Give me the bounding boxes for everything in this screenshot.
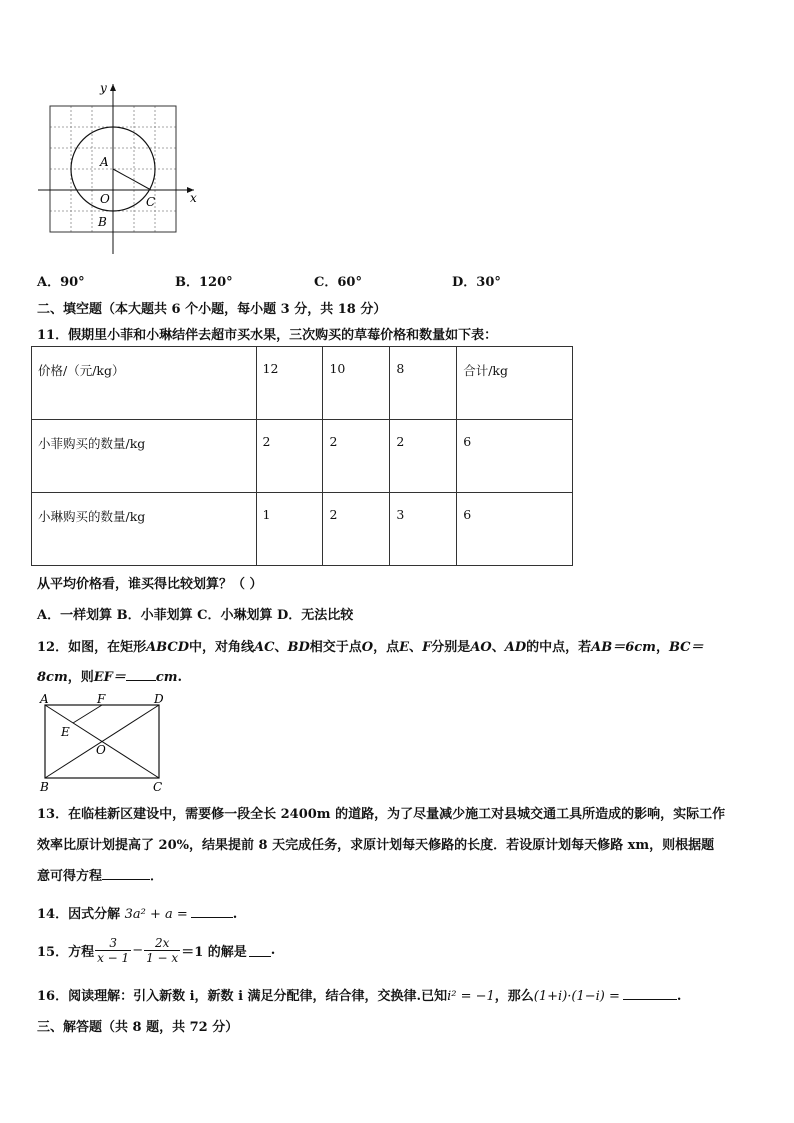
q11-text: 11．假期里小菲和小琳结伴去超市买水果，三次购买的草莓价格和数量如下表： bbox=[37, 328, 498, 343]
q12-abcd: ABCD bbox=[146, 640, 190, 655]
q12-ao: AO bbox=[470, 640, 492, 655]
q12-mid5: 的中点，若 bbox=[526, 640, 592, 655]
table-cell: 8 bbox=[390, 347, 457, 420]
q15-minus: − bbox=[132, 942, 144, 958]
table-row bbox=[32, 420, 573, 493]
label-a: A bbox=[40, 692, 49, 706]
q13-line3 bbox=[37, 865, 163, 884]
label-x: x bbox=[190, 191, 197, 205]
q14-expression: 3a² + a = bbox=[124, 907, 188, 922]
table-cell: 小琳购买的数量/kg bbox=[32, 493, 257, 566]
q15-end: . bbox=[270, 942, 276, 958]
q12-sep3: 、 bbox=[491, 640, 505, 655]
q14-end: . bbox=[232, 907, 238, 922]
q15-frac1-num: 3 bbox=[95, 936, 131, 951]
q12-answer-blank[interactable] bbox=[126, 668, 156, 681]
q12-period: . bbox=[177, 670, 183, 685]
q11-question: 从平均价格看，谁买得比较划算？（ ） bbox=[37, 577, 263, 592]
table-cell: 1 bbox=[256, 493, 323, 566]
q10-option-a: A．90° bbox=[37, 275, 85, 290]
q12-o: O bbox=[361, 640, 374, 655]
q16-prefix: 16．阅读理解：引入新数 i，新数 i 满足分配律，结合律，交换律.已知 bbox=[37, 989, 448, 1004]
table-cell: 12 bbox=[256, 347, 323, 420]
label-c: C bbox=[153, 780, 163, 794]
q12-comma: ， bbox=[655, 640, 669, 655]
table-cell: 2 bbox=[323, 420, 390, 493]
q16-end: . bbox=[676, 989, 682, 1004]
q13-line3-text: 意可得方程 bbox=[37, 869, 103, 884]
q12-sep1: 、 bbox=[274, 640, 288, 655]
label-f: F bbox=[97, 692, 106, 706]
section2-title: 二、填空题（本大题共 6 个小题，每小题 3 分，共 18 分） bbox=[37, 302, 387, 317]
q12-bd: BD bbox=[287, 640, 310, 655]
label-b: B bbox=[98, 215, 107, 229]
label-e: E bbox=[61, 725, 70, 739]
table-cell: 6 bbox=[457, 420, 573, 493]
q12-e: E bbox=[399, 640, 410, 655]
rectangle-figure bbox=[36, 692, 171, 794]
table-cell: 3 bbox=[390, 493, 457, 566]
y-axis-arrow bbox=[110, 84, 116, 91]
q12-ab-eq: AB＝6cm bbox=[591, 640, 656, 655]
q12-mid1: 中，对角线 bbox=[189, 640, 255, 655]
q12-sep2: 、 bbox=[409, 640, 423, 655]
q14-line bbox=[37, 903, 237, 922]
q12-f: F bbox=[422, 640, 432, 655]
q12-line1 bbox=[37, 636, 704, 655]
label-y: y bbox=[100, 81, 107, 95]
q15-line bbox=[37, 931, 275, 969]
q15-answer-blank[interactable] bbox=[249, 944, 271, 957]
q11-options: A．一样划算 B．小菲划算 C．小琳划算 D．无法比较 bbox=[37, 608, 354, 623]
q16-line bbox=[37, 985, 681, 1004]
q15-frac1-den: x − 1 bbox=[97, 950, 130, 965]
q16-given: i² = −1 bbox=[447, 989, 495, 1004]
q12-ef-eq: EF＝ bbox=[93, 670, 126, 685]
table-cell: 合计/kg bbox=[457, 347, 573, 420]
q13-end: ． bbox=[150, 869, 164, 884]
q16-expression: (1+i)·(1−i) = bbox=[533, 989, 620, 1004]
q12-prefix: 12．如图，在矩形 bbox=[37, 640, 147, 655]
section3-title: 三、解答题（共 8 题，共 72 分） bbox=[37, 1020, 239, 1035]
q12-bc-value: 8cm bbox=[37, 670, 68, 685]
table-row bbox=[32, 493, 573, 566]
table-cell: 2 bbox=[390, 420, 457, 493]
q15-fraction-1 bbox=[95, 936, 131, 965]
q16-answer-blank[interactable] bbox=[623, 987, 677, 1000]
q13-line2: 效率比原计划提高了 20%，结果提前 8 天完成任务，求原计划每天修路的长度．若设原计划每天修路 xm，则根据题 bbox=[37, 838, 715, 853]
strawberry-price-table bbox=[31, 346, 573, 566]
q15-frac2-num: 2x bbox=[144, 936, 180, 951]
label-c: C bbox=[146, 195, 156, 209]
table-cell: 价格/（元/kg） bbox=[32, 347, 257, 420]
q10-option-b: B．120° bbox=[175, 275, 233, 290]
q16-mid: ，那么 bbox=[494, 989, 534, 1004]
q12-ac: AC bbox=[254, 640, 275, 655]
table-row bbox=[32, 347, 573, 420]
q12-line2 bbox=[37, 666, 182, 685]
q13-answer-blank[interactable] bbox=[102, 867, 150, 880]
segment-ef bbox=[73, 705, 102, 723]
table-cell: 6 bbox=[457, 493, 573, 566]
q12-mid2: 相交于点 bbox=[309, 640, 362, 655]
q12-ad: AD bbox=[504, 640, 527, 655]
coordinate-circle-figure bbox=[30, 76, 210, 258]
q14-prefix: 14．因式分解 bbox=[37, 907, 121, 922]
q15-frac2-den: 1 − x bbox=[146, 950, 179, 965]
label-b: B bbox=[40, 780, 49, 794]
table-cell: 小菲购买的数量/kg bbox=[32, 420, 257, 493]
table-cell: 10 bbox=[323, 347, 390, 420]
q15-fraction-2 bbox=[144, 936, 180, 965]
table-cell: 2 bbox=[323, 493, 390, 566]
q12-unit: cm bbox=[155, 670, 178, 685]
q12-then: ，则 bbox=[67, 670, 94, 685]
q12-bc-eq: BC＝ bbox=[668, 640, 704, 655]
segment-ac bbox=[113, 169, 151, 190]
q12-mid4: 分别是 bbox=[431, 640, 471, 655]
label-d: D bbox=[154, 692, 164, 706]
label-o: O bbox=[96, 743, 106, 757]
label-a: A bbox=[100, 155, 109, 169]
q10-option-c: C．60° bbox=[314, 275, 362, 290]
q15-prefix: 15．方程 bbox=[37, 944, 95, 960]
q12-mid3: ，点 bbox=[373, 640, 400, 655]
label-o: O bbox=[100, 192, 110, 206]
q14-answer-blank[interactable] bbox=[191, 905, 233, 918]
table-cell: 2 bbox=[256, 420, 323, 493]
q15-equals: ＝1 的解是 bbox=[181, 944, 247, 960]
q13-line1: 13．在临桂新区建设中，需要修一段全长 2400m 的道路，为了尽量减少施工对县城交通工具所造成的影响，实际工作 bbox=[37, 807, 726, 822]
q10-option-d: D．30° bbox=[452, 275, 501, 290]
